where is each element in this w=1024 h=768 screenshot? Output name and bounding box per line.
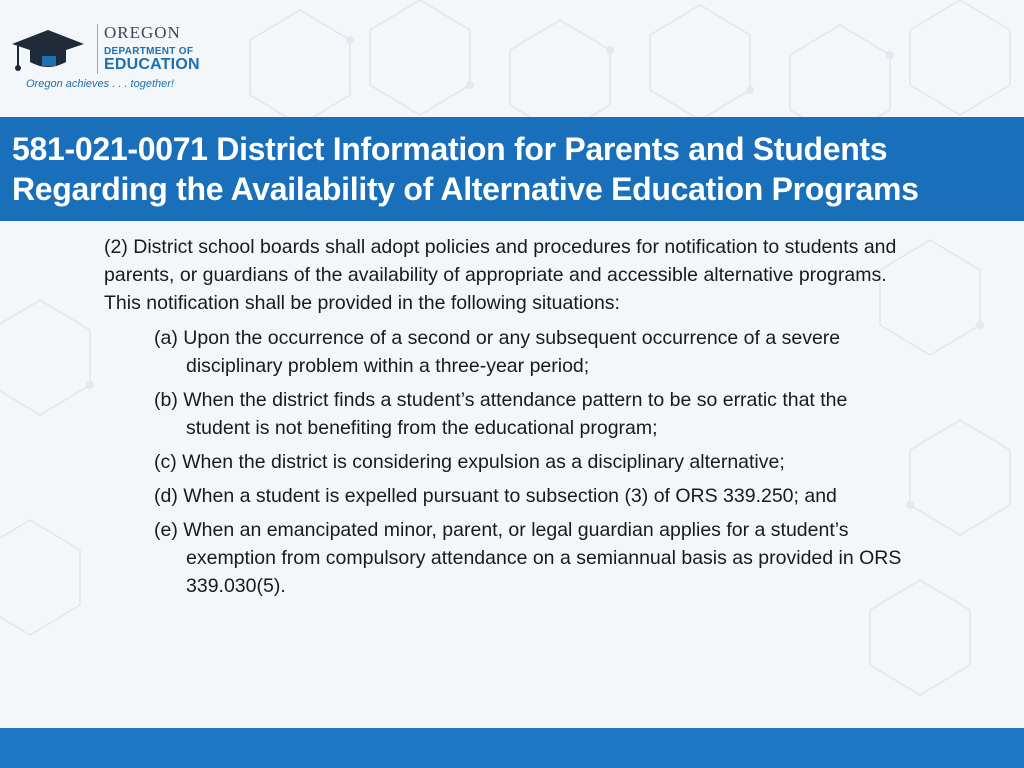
list-item-b: (b) When the district finds a student’s attendance pattern to be so erratic that the student is not benefiting from the educational program; xyxy=(154,389,848,439)
slide-title-line-2: Regarding the Availability of Alternative Education Programs xyxy=(12,171,919,207)
list-item-a: (a) Upon the occurrence of a second or any subsequent occurrence of a severe disciplinary problem within a three-year period; xyxy=(154,327,841,377)
logo-divider xyxy=(97,24,98,74)
intro-paragraph: (2) District school boards shall adopt policies and procedures for notification to students and parents, or guardians of the availability of appropriate and accessible alternative programs. This notification shall be provided in the following situations: xyxy=(104,236,897,314)
slide-title xyxy=(12,129,1024,209)
logo-oregon-text: OREGON xyxy=(104,23,181,42)
oregon-graduation-cap-icon xyxy=(8,26,88,76)
list-item-e: (e) When an emancipated minor, parent, or legal guardian applies for a student’s exemption from compulsory attendance on a semiannual basis as provided in ORS 339.030(5). xyxy=(154,519,902,597)
list-item-c: (c) When the district is considering expulsion as a disciplinary alternative; xyxy=(154,451,785,473)
slide-body xyxy=(104,233,916,606)
footer-band xyxy=(0,728,1024,768)
list-item-d: (d) When a student is expelled pursuant to subsection (3) of ORS 339.250; and xyxy=(154,485,837,507)
logo-tagline: Oregon achieves . . . together! xyxy=(26,78,174,90)
logo-education-text: EDUCATION xyxy=(104,56,200,73)
oregon-department-of-education-logo xyxy=(8,24,198,96)
title-band xyxy=(0,117,1024,221)
logo-department-of-text: DEPARTMENT OF xyxy=(104,46,194,57)
slide-title-line-1: 581-021-0071 District Information for Parents and Students xyxy=(12,131,888,167)
